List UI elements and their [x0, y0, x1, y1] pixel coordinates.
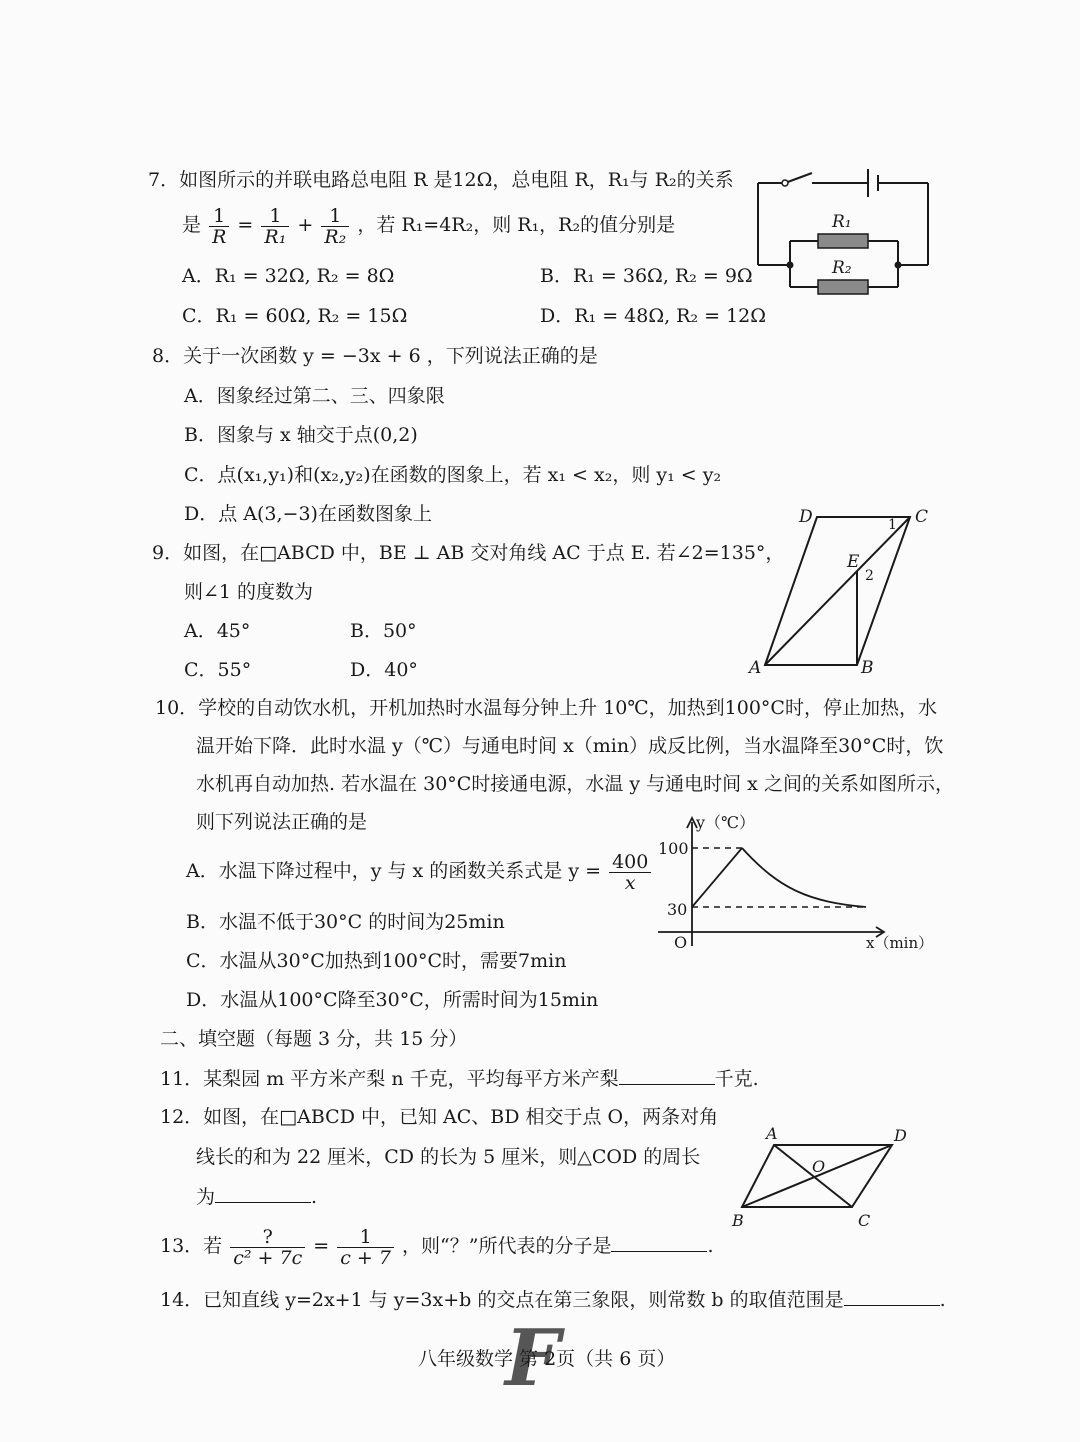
- q13-fraction-right: [337, 1227, 394, 1268]
- q12-suffix: .: [311, 1186, 318, 1208]
- q14-end: .: [939, 1289, 946, 1311]
- q7-frac-den: R₁: [264, 225, 287, 248]
- q11-text: 11．某梨园 m 平方米产梨 n 千克，平均每平方米产梨: [160, 1068, 619, 1090]
- q14-line: [160, 1287, 946, 1312]
- q12-answer-blank[interactable]: [215, 1184, 311, 1203]
- q13-suffix: ，则“？”所代表的分子是: [402, 1235, 612, 1257]
- q13-frac-num: 1: [337, 1227, 394, 1248]
- q9-option-c: C．55°: [184, 659, 252, 681]
- q12-vertex-a: A: [766, 1124, 778, 1143]
- q14-text: 14．已知直线 y=2x+1 与 y=3x+b 的交点在第三象限，则常数 b 的取值范围是: [160, 1289, 844, 1311]
- q13-prefix: 13．若: [160, 1235, 223, 1257]
- q10-option-a-text: A．水温下降过程中，y 与 x 的函数关系式是 y =: [186, 860, 602, 882]
- graph-origin-label: O: [674, 933, 688, 952]
- graph-x-axis-label: x（min）: [866, 934, 934, 952]
- q7-stem-prefix: 是: [182, 214, 202, 236]
- q8-option-a: A．图象经过第二、三、四象限: [184, 385, 445, 407]
- q12-line3: [196, 1184, 317, 1209]
- q8-option-c: C．点(x₁,y₁)和(x₂,y₂)在函数的图象上，若 x₁ < x₂，则 y₁ < y₂: [184, 464, 722, 486]
- label-r2: R₂: [832, 258, 852, 278]
- q10-option-d: D．水温从100°C降至30°C，所需时间为15min: [186, 989, 599, 1011]
- q13-eq: =: [313, 1235, 330, 1257]
- q7-stem-line1: 7．如图所示的并联电路总电阻 R 是12Ω，总电阻 R，R₁与 R₂的关系: [148, 169, 734, 191]
- q9-option-d: D．40°: [350, 659, 418, 681]
- q7-fraction-1-over-R2: [321, 206, 349, 247]
- q10-line1: 10．学校的自动饮水机，开机加热时水温每分钟上升 10℃，加热到100°C时，停止加热，水: [155, 697, 937, 719]
- q8-option-b: B．图象与 x 轴交于点(0,2): [184, 424, 418, 446]
- angle-2-label: 2: [865, 568, 874, 584]
- q11-line: [160, 1066, 759, 1091]
- q8-option-d: D．点 A(3,−3)在函数图象上: [184, 503, 432, 525]
- q13-line: [160, 1220, 714, 1272]
- vertex-a-label: A: [749, 658, 762, 678]
- q7-frac-den: R: [212, 225, 227, 248]
- label-r1: R₁: [832, 212, 852, 232]
- q12-vertex-c: C: [858, 1211, 871, 1230]
- q12-vertex-d: D: [894, 1126, 907, 1145]
- q10-frac-den: x: [624, 871, 636, 894]
- q7-option-d: D．R₁ = 48Ω, R₂ = 12Ω: [540, 305, 767, 327]
- q13-frac-num: ?: [230, 1227, 305, 1248]
- q7-stem-line2: [182, 200, 675, 250]
- q12-line1: 12．如图，在□ABCD 中，已知 AC、BD 相交于点 O，两条对角: [160, 1106, 719, 1128]
- switch-contact: [782, 180, 788, 186]
- q9-option-b: B．50°: [350, 620, 417, 642]
- q12-line2: 线长的和为 22 厘米，CD 的长为 5 厘米，则△COD 的周长: [196, 1146, 701, 1168]
- q13-fraction-left: [230, 1227, 305, 1268]
- q10-option-b: B．水温不低于30°C 的时间为25min: [186, 911, 505, 933]
- q7-circuit-diagram: [750, 165, 935, 300]
- resistor-r1: [818, 234, 868, 248]
- q10-line4: 则下列说法正确的是: [196, 811, 368, 833]
- q12-parallelogram-figure: [730, 1125, 920, 1235]
- q7-stem-suffix: ，若 R₁=4R₂，则 R₁，R₂的值分别是: [357, 214, 676, 236]
- q12-line3-text: 为: [196, 1186, 216, 1208]
- q12-point-o: O: [812, 1157, 826, 1176]
- q12-vertex-b: B: [732, 1211, 744, 1230]
- q13-end: .: [707, 1235, 714, 1257]
- graph-tick-30: 30: [667, 900, 688, 919]
- q7-eq: =: [237, 214, 254, 236]
- q7-frac-den: R₂: [324, 225, 347, 248]
- resistor-r2: [818, 280, 868, 294]
- junction-dot: [787, 262, 794, 269]
- footer-watermark-letter: F: [505, 1313, 561, 1404]
- angle-1-label: 1: [888, 517, 897, 533]
- q10-line2: 温开始下降．此时水温 y（℃）与通电时间 x（min）成反比例，当水温降至30°C时，饮: [196, 735, 944, 757]
- q11-answer-blank[interactable]: [619, 1066, 715, 1085]
- section-2-title: 二、填空题（每题 3 分，共 15 分）: [160, 1028, 468, 1050]
- q10-fraction-400-over-x: [609, 852, 651, 893]
- q7-option-a: A．R₁ = 32Ω, R₂ = 8Ω: [182, 265, 395, 287]
- q9-stem-line1: 9．如图，在□ABCD 中，BE ⊥ AB 交对角线 AC 于点 E. 若∠2=135°，: [152, 542, 785, 564]
- q10-frac-num: 400: [609, 852, 651, 873]
- q7-fraction-1-over-R1: [261, 206, 289, 247]
- q14-answer-blank[interactable]: [844, 1287, 940, 1306]
- graph-y-axis-label: y（℃）: [696, 813, 755, 832]
- q8-stem: 8．关于一次函数 y = −3x + 6 ，下列说法正确的是: [152, 345, 598, 367]
- q9-stem-line2: 则∠1 的度数为: [184, 581, 314, 603]
- q7-plus: +: [297, 214, 314, 236]
- q13-frac-den: c² + 7c: [233, 1246, 303, 1269]
- q10-line3: 水机再自动加热. 若水温在 30°C时接通电源，水温 y 与通电时间 x 之间的关系如图所示，: [196, 773, 954, 795]
- q7-fraction-1-over-R: [209, 206, 229, 247]
- q7-option-c: C．R₁ = 60Ω, R₂ = 15Ω: [182, 305, 408, 327]
- footer-page-number: 八年级数学 第 2页（共 6 页）: [418, 1348, 676, 1370]
- graph-tick-100: 100: [658, 839, 689, 858]
- q7-frac-num: 1: [321, 206, 349, 227]
- point-e-label: E: [847, 552, 860, 572]
- q11-suffix: 千克.: [714, 1068, 759, 1090]
- q9-option-a: A．45°: [184, 620, 251, 642]
- q13-frac-den: c + 7: [340, 1246, 391, 1269]
- q13-answer-blank[interactable]: [611, 1233, 707, 1252]
- q10-temperature-graph: [650, 812, 940, 960]
- vertex-b-label: B: [861, 658, 874, 678]
- q7-frac-num: 1: [261, 206, 289, 227]
- q10-option-a: [186, 845, 653, 897]
- junction-dot: [895, 262, 902, 269]
- q7-frac-num: 1: [209, 206, 229, 227]
- q9-parallelogram-figure: [745, 505, 945, 680]
- q7-option-b: B．R₁ = 36Ω, R₂ = 9Ω: [540, 265, 753, 287]
- q10-option-c: C．水温从30°C加热到100°C时，需要7min: [186, 950, 567, 972]
- vertex-d-label: D: [799, 507, 813, 527]
- vertex-c-label: C: [915, 507, 929, 527]
